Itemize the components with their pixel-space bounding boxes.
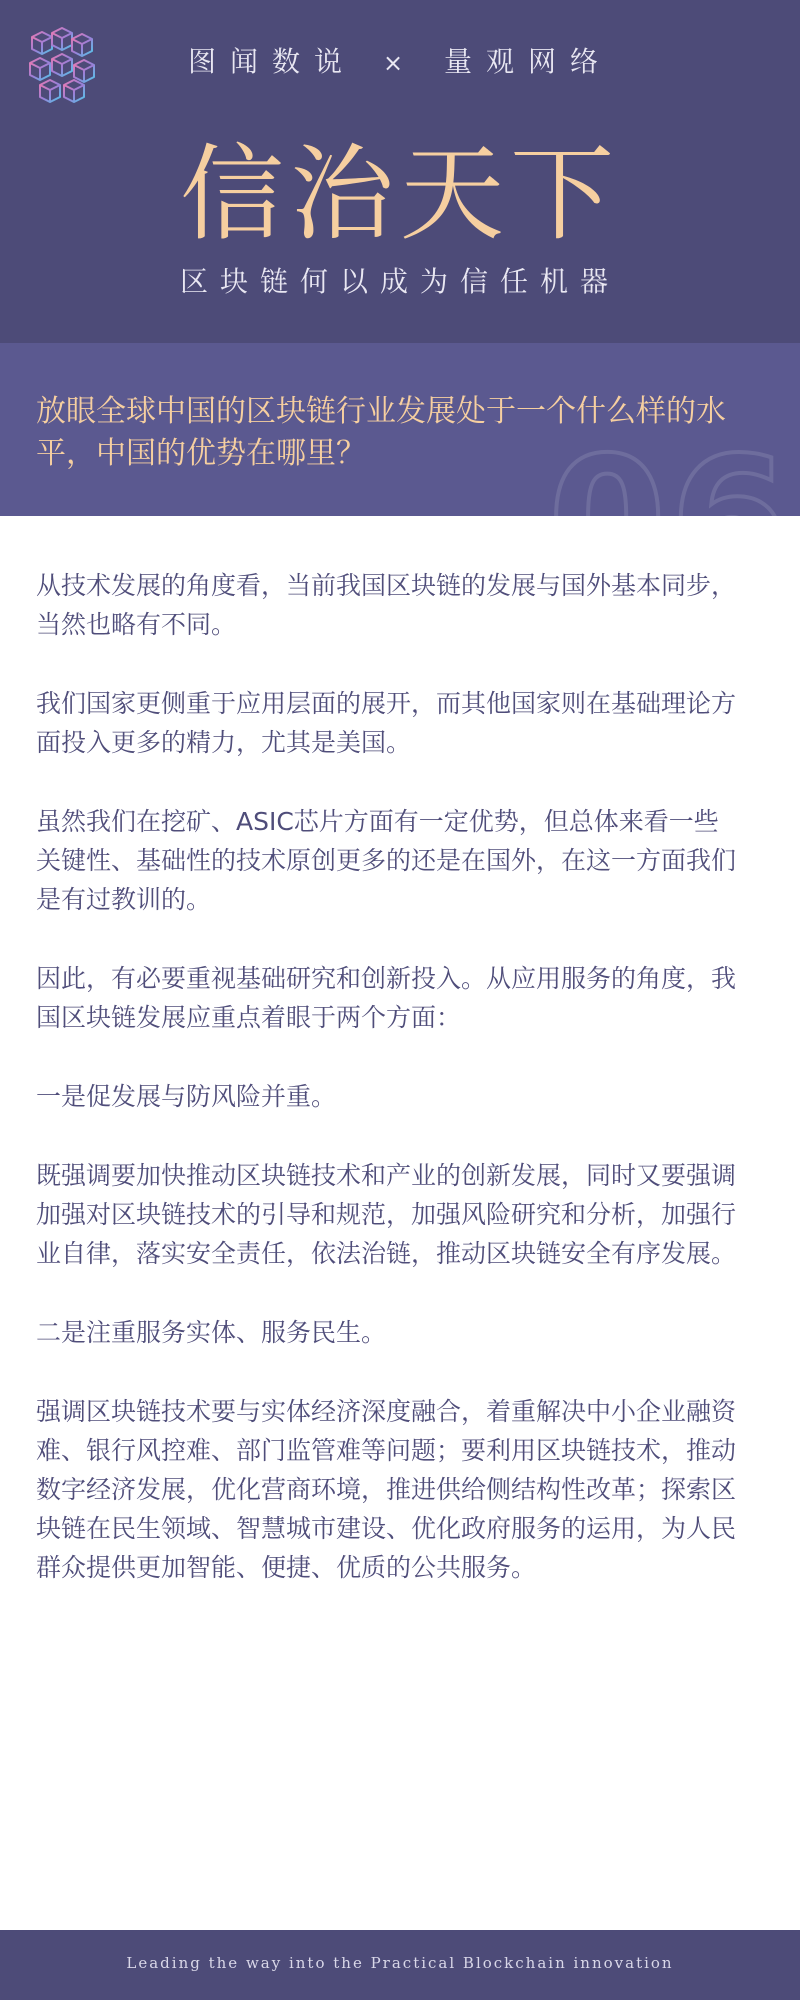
paragraph: 二是注重服务实体、服务民生。 <box>36 1318 387 1347</box>
paragraph: 因此，有必要重视基础研究和创新投入。从应用服务的角度，我国区块链发展应重点着眼于两个方面： <box>36 964 737 1032</box>
paragraph: 从技术发展的角度看，当前我国区块链的发展与国外基本同步，当然也略有不同。 <box>36 571 737 639</box>
footer-tagline: Leading the way into the Practical Blockchain innovation <box>126 1954 674 1972</box>
paragraph: 既强调要加快推动区块链技术和产业的创新发展，同时又要强调加强对区块链技术的引导和规范，加强风险研究和分析，加强行业自律，落实安全责任，依法治链，推动区块链安全有序发展。 <box>36 1161 737 1268</box>
paragraph: 我们国家更侧重于应用层面的展开，而其他国家则在基础理论方面投入更多的精力，尤其是美国。 <box>36 689 737 757</box>
page-subtitle: 区块链何以成为信任机器 <box>179 265 620 298</box>
brand-separator: × <box>382 49 418 77</box>
brand-line <box>0 40 800 80</box>
footer <box>0 1930 800 2000</box>
question-text: 放眼全球中国的区块链行业发展处于一个什么样的水平，中国的优势在哪里？ <box>36 394 726 471</box>
header <box>0 0 800 343</box>
paragraph: 一是促发展与防风险并重。 <box>36 1082 337 1111</box>
brand-right: 量观网络 <box>443 45 612 78</box>
page-title: 信治天下 <box>179 133 620 255</box>
paragraph: 强调区块链技术要与实体经济深度融合，着重解决中小企业融资难、银行风控难、部门监管难等问题；要利用区块链技术，推动数字经济发展，优化营商环境，推进供给侧结构性改革；探索区块链在民生领域、智慧城市建设、优化政府服务的运用，为人民群众提供更加智能、便捷、优质的公共服务。 <box>36 1397 737 1582</box>
article-body <box>36 566 736 1627</box>
paragraph: 虽然我们在挖矿、ASIC芯片方面有一定优势，但总体来看一些关键性、基础性的技术原创更多的还是在国外，在这一方面我们是有过教训的。 <box>36 807 737 914</box>
brand-left: 图闻数说 <box>188 45 357 78</box>
question-number: 06 <box>548 421 793 619</box>
